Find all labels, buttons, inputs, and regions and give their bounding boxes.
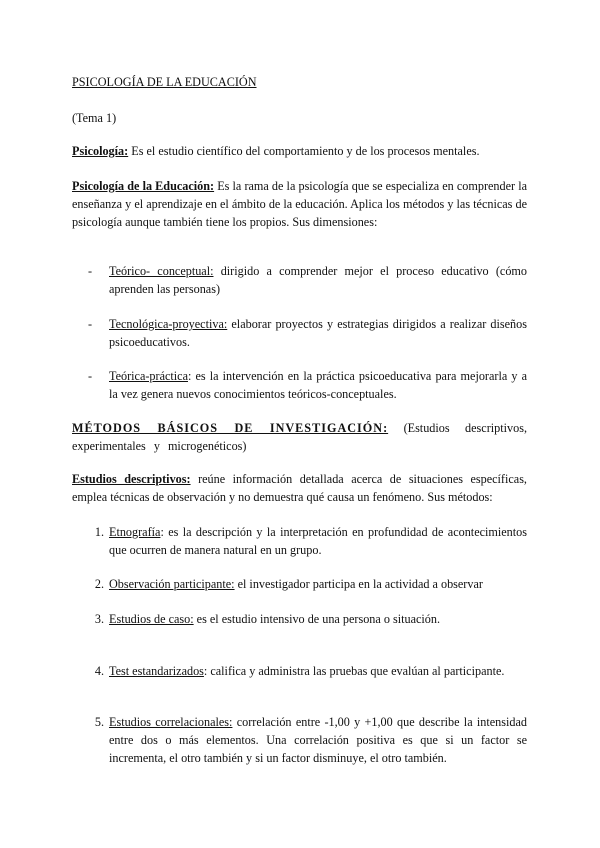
list-item-dimension xyxy=(88,315,527,351)
list-item-metodo xyxy=(88,575,527,593)
dimension-text: elaborar proyectos y estrategias dirigidos a realizar diseños psicoeducativos. xyxy=(109,317,527,349)
list-number: 1. xyxy=(94,525,104,539)
definition-psicologia-educacion: Es la rama de la psicología que se especializa en comprender la enseñanza y el aprendizaje en el ámbito de la educación. Aplica los métodos y las técnicas de psicología aunque también tiene los propios. Sus dimensiones: xyxy=(72,179,528,229)
metodos-text: (Estudios descriptivos, experimentales y microgenéticos) xyxy=(72,421,527,453)
paragraph-psicologia xyxy=(72,142,527,160)
paragraph-psicologia-educacion xyxy=(72,177,527,231)
document-title xyxy=(72,73,527,91)
list-item-dimension xyxy=(88,262,527,298)
list-marker: - xyxy=(88,317,93,331)
list-item-dimension xyxy=(88,367,527,403)
term-psicologia: Psicología: xyxy=(72,144,129,158)
list-number: 5. xyxy=(94,715,104,729)
metodo-term: Etnografía xyxy=(109,525,161,539)
list-number: 2. xyxy=(94,577,104,591)
dimension-term: Teórico- conceptual: xyxy=(109,264,214,278)
metodo-term: Estudios de caso: xyxy=(109,612,194,626)
dimension-text: : es la intervención en la práctica psicoeducativa para mejorarla y a la vez genera nuevos conocimientos teóricos-conceptuales. xyxy=(109,369,527,401)
metodo-text: : califica y administra las pruebas que evalúan al participante. xyxy=(203,664,505,678)
dimension-term: Tecnológica-proyectiva: xyxy=(109,317,228,331)
list-number: 3. xyxy=(94,612,104,626)
term-metodos: MÉTODOS BÁSICOS DE INVESTIGACIÓN: xyxy=(72,421,389,435)
paragraph-metodos xyxy=(72,419,527,455)
list-item-metodo xyxy=(88,713,527,767)
dimension-text: dirigido a comprender mejor el proceso educativo (cómo aprenden las personas) xyxy=(109,264,527,296)
list-marker: - xyxy=(88,264,93,278)
metodo-text: el investigador participa en la actividad a observar xyxy=(234,577,483,591)
list-item-metodo xyxy=(88,662,527,680)
list-item-metodo xyxy=(88,523,527,559)
list-marker: - xyxy=(88,369,93,383)
metodo-text: correlación entre -1,00 y +1,00 que describe la intensidad entre dos o más elementos. Una correlación positiva es que si un factor se incrementa, el otro también y si un factor disminuye, el otro también. xyxy=(109,715,527,765)
metodo-term: Estudios correlacionales: xyxy=(109,715,233,729)
dimension-term: Teórica-práctica xyxy=(109,369,188,383)
document-subtitle xyxy=(72,109,527,127)
term-psicologia-educacion: Psicología de la Educación: xyxy=(72,179,215,193)
estudios-text: reúne información detallada acerca de situaciones específicas, emplea técnicas de observación y no demuestra qué causa un fenómeno. Sus métodos: xyxy=(72,472,527,504)
metodo-text: es el estudio intensivo de una persona o situación. xyxy=(193,612,441,626)
term-estudios-descriptivos: Estudios descriptivos: xyxy=(72,472,191,486)
paragraph-estudios-descriptivos xyxy=(72,470,527,506)
metodo-text: : es la descripción y la interpretación en profundidad de acontecimientos que ocurren de manera natural en un grupo. xyxy=(109,525,527,557)
subtitle-text: (Tema 1) xyxy=(72,111,117,125)
metodo-term: Observación participante: xyxy=(109,577,235,591)
title-text: PSICOLOGÍA DE LA EDUCACIÓN xyxy=(72,75,257,89)
list-number: 4. xyxy=(94,664,104,678)
list-item-metodo xyxy=(88,610,527,628)
definition-psicologia: Es el estudio científico del comportamiento y de los procesos mentales. xyxy=(128,144,480,158)
metodo-term: Test estandarizados xyxy=(109,664,204,678)
